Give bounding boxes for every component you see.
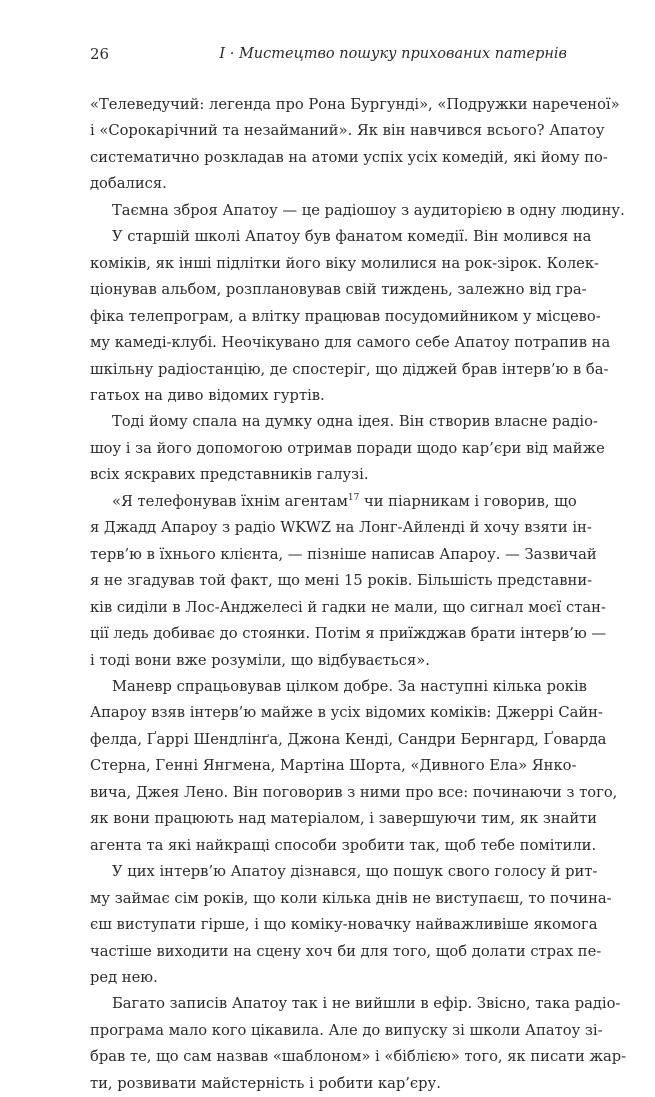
body-text xyxy=(90,92,627,1097)
text-line: і «Сорокарічний та незайманий». Як він навчився всього? Апатоу xyxy=(90,122,605,140)
paragraph xyxy=(90,859,612,991)
paragraph xyxy=(90,409,605,488)
text-line: добалися. xyxy=(90,175,167,193)
text-line: гатьох на диво відомих гуртів. xyxy=(90,386,325,404)
text-line: брав те, що сам назвав «шаблоном» і «біблією» того, як писати жар- xyxy=(90,1048,627,1066)
paragraph xyxy=(90,991,627,1097)
paragraph xyxy=(90,674,618,859)
paragraph xyxy=(90,489,607,674)
text-line: програма мало кого цікавила. Але до випуску зі школи Апатоу зі- xyxy=(90,1021,603,1039)
paragraph xyxy=(90,92,620,198)
text-line: ків сиділи в Лос-Анджелесі й гадки не мали, що сигнал моєї стан- xyxy=(90,598,606,616)
text-line: єш виступати гірше, і що коміку-новачку найважливіше якомога xyxy=(90,916,598,934)
text-line: Апароу взяв інтерв’ю майже в усіх відомих коміків: Джеррі Сайн- xyxy=(90,704,603,722)
text-line: му займає сім років, що коли кілька днів не виступаєш, то почина- xyxy=(90,889,612,907)
text-line: «Телеведучий: легенда про Рона Бургунді», «Подружки нареченої» xyxy=(90,96,620,113)
text-line: фіка телепрограм, а влітку працював посудомийником у місцево- xyxy=(90,307,601,325)
text-line: ціонував альбом, розплановував свій тиждень, залежно від гра- xyxy=(90,281,587,299)
text-line: коміків, як інші підлітки його віку молилися на рок-зірок. Колек- xyxy=(90,254,599,272)
text-line: му камеді-клубі. Неочікувано для самого себе Апатоу потрапив на xyxy=(90,334,611,352)
text-line: я не згадував той факт, що мені 15 років. Більшість представни- xyxy=(90,572,593,590)
text-line: У цих інтерв’ю Апатоу дізнався, що пошук свого голосу й рит- xyxy=(112,863,598,881)
text-line: ції ледь добиває до стоянки. Потім я приїжджав брати інтерв’ю — xyxy=(90,625,607,643)
text-line: шкільну радіостанцію, де спостеріг, що діджей брав інтерв’ю в ба- xyxy=(90,360,609,378)
text-line: і тоді вони вже розуміли, що відбувається». xyxy=(90,651,430,669)
text-line: агента та які найкращі способи зробити так, щоб тебе помітили. xyxy=(90,836,597,854)
text-line: частіше виходити на сцену хоч би для того, щоб долати страх пе- xyxy=(90,942,602,960)
text-line: «Я телефонував їхнім агентам$^{17}$ чи піарникам і говорив, що xyxy=(112,492,577,510)
text-line: ти, розвивати майстерність і робити кар’єру. xyxy=(90,1074,441,1092)
text-line: фелда, Ґаррі Шендлінґа, Джона Кенді, Сандри Бернгард, Ґоварда xyxy=(90,730,607,748)
footnote-marker[interactable]: 17 xyxy=(347,492,360,503)
text-line: ред нею. xyxy=(90,968,158,986)
text-line: шоу і за його допомогою отримав поради щодо кар’єри від майже xyxy=(90,439,605,457)
paragraph xyxy=(90,224,611,409)
text-line: Багато записів Апатоу так і не вийшли в ефір. Звісно, така радіо- xyxy=(112,995,621,1013)
text-line: У старшій школі Апатоу був фанатом комедії. Він молився на xyxy=(112,228,592,246)
text-line: терв’ю в їхнього клієнта, — пізніше написав Апароу. — Зазвичай xyxy=(90,545,597,563)
text-line: Тоді йому спала на думку одна ідея. Він створив власне радіо- xyxy=(112,413,598,431)
running-title: I · Мистецтво пошуку прихованих патернів xyxy=(219,46,567,62)
text-line: як вони працюють над матеріалом, і завершуючи тим, як знайти xyxy=(90,810,598,828)
text-line: Маневр спрацьовував цілком добре. За наступні кілька років xyxy=(112,677,587,695)
text-line: систематично розкладав на атоми успіх усіх комедій, які йому по- xyxy=(90,148,608,166)
text-line: вича, Джея Лено. Він поговорив з ними про все: починаючи з того, xyxy=(90,783,618,801)
text-line: я Джадд Апароу з радіо WKWZ на Лонг-Айленді й хочу взяти ін- xyxy=(90,519,592,537)
text-line: Таємна зброя Апатоу — це радіошоу з аудиторією в одну людину. xyxy=(112,201,625,219)
text-line: Стерна, Генні Янгмена, Мартіна Шорта, «Дивного Ела» Янко- xyxy=(90,757,577,775)
page-number: 26 xyxy=(90,45,110,63)
text-line: всіх яскравих представників галузі. xyxy=(90,466,369,484)
paragraph xyxy=(90,198,625,224)
